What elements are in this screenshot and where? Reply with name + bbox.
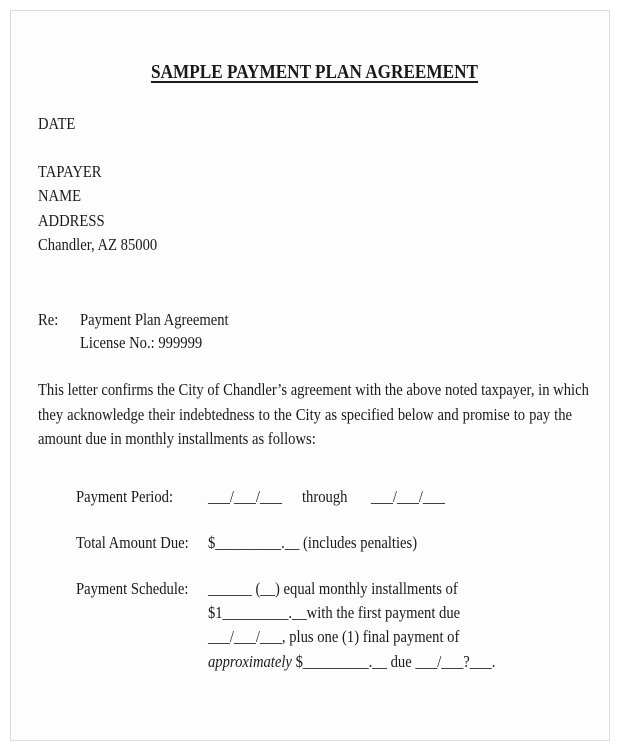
- document-title: SAMPLE PAYMENT PLAN AGREEMENT: [151, 61, 479, 83]
- body-line-3: amount due in monthly installments as follows:: [38, 429, 316, 448]
- approximately-text: approximately: [208, 652, 292, 671]
- body-line-2: they acknowledge their indebtedness to the City as specified below and promise to pay the: [38, 404, 573, 424]
- address-line-city: Chandler, AZ 85000: [38, 235, 158, 254]
- address-line-taxpayer: TAPAYER: [38, 162, 102, 181]
- payment-period-start[interactable]: ___/___/___: [208, 487, 282, 506]
- date-label: DATE: [38, 114, 76, 133]
- schedule-line-2[interactable]: $1_________.__with the first payment due: [208, 603, 461, 622]
- total-amount-value[interactable]: $_________.__ (includes penalties): [208, 533, 418, 552]
- payment-period-label: Payment Period:: [76, 487, 174, 506]
- address-line-address: ADDRESS: [38, 211, 105, 230]
- payment-schedule-label: Payment Schedule:: [76, 579, 189, 598]
- body-line-1: This letter confirms the City of Chandler’s agreement with the above noted taxpayer, in which: [38, 380, 589, 399]
- total-amount-label: Total Amount Due:: [76, 533, 189, 552]
- schedule-line-4-rest: $_________.__ due ___/___?___.: [291, 652, 496, 671]
- schedule-line-1[interactable]: ______ (__) equal monthly installments of: [208, 579, 458, 598]
- payment-period-end[interactable]: ___/___/___: [371, 487, 445, 506]
- payment-period-through: through: [302, 487, 348, 506]
- re-subject: Payment Plan Agreement: [80, 310, 229, 329]
- re-license: License No.: 999999: [80, 333, 203, 352]
- schedule-line-3[interactable]: ___/___/___, plus one (1) final payment of: [208, 627, 460, 646]
- address-line-name: NAME: [38, 186, 82, 205]
- schedule-line-4[interactable]: [208, 652, 495, 672]
- body-paragraph: [38, 378, 589, 452]
- re-label: Re:: [38, 310, 59, 329]
